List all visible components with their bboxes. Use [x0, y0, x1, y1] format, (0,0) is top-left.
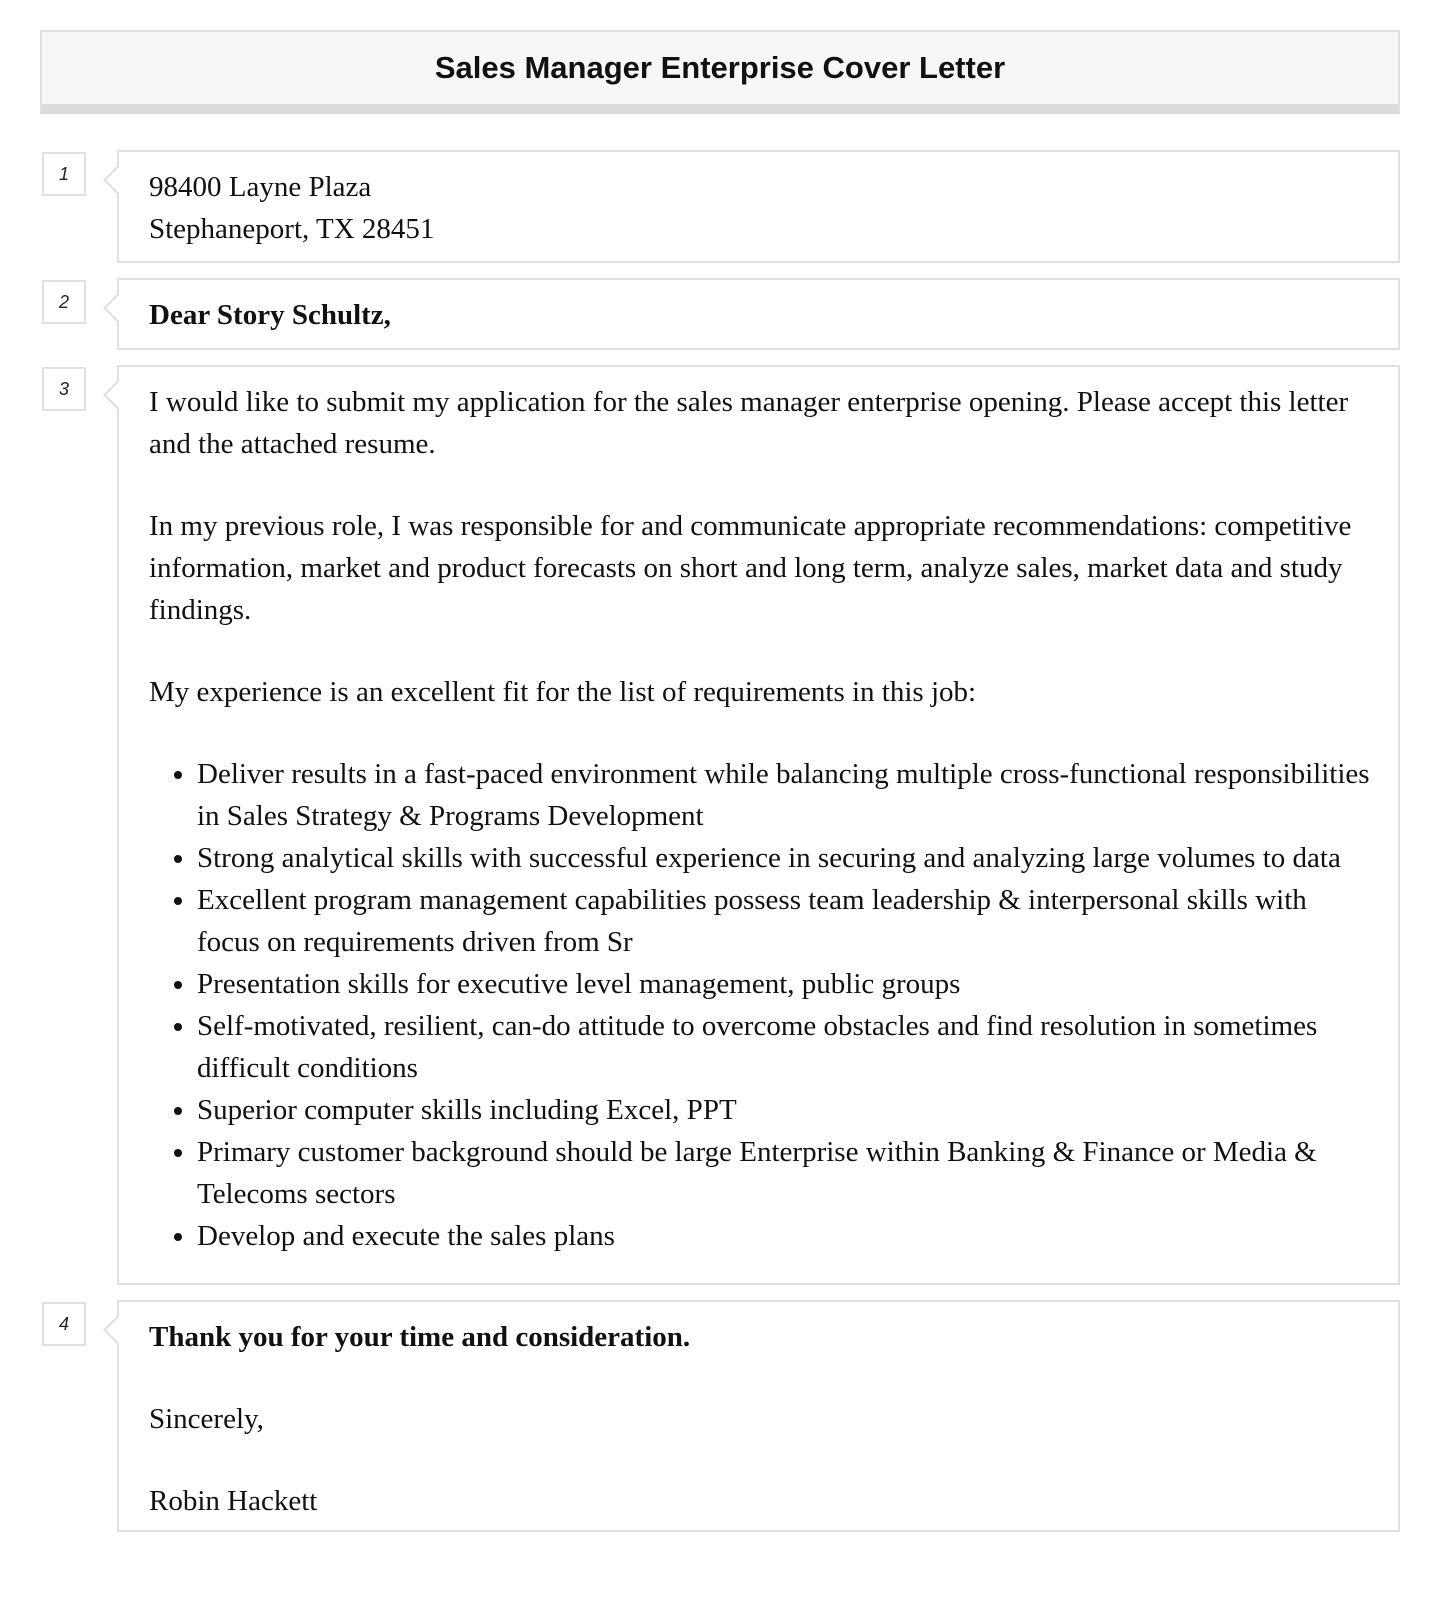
address-line-2: Stephaneport, TX 28451	[149, 213, 435, 245]
signature: Robin Hackett	[149, 1485, 318, 1517]
experience-paragraph: In my previous role, I was responsible for and communicate appropriate recommendations: competitive information, market and product forecasts on short and long term, analyze sales, market data and study findings.	[149, 510, 1352, 626]
section-closing	[40, 1300, 1400, 1532]
list-item: • Self-motivated, resilient, can-do attitude to overcome obstacles and find resolution in sometimes difficult conditions	[197, 1005, 1372, 1089]
document-title: Sales Manager Enterprise Cover Letter	[434, 50, 1006, 85]
document-header	[40, 30, 1400, 114]
requirements-intro: My experience is an excellent fit for the list of requirements in this job:	[149, 676, 977, 708]
section-number: 4	[42, 1302, 86, 1346]
list-item: • Deliver results in a fast-paced environment while balancing multiple cross-functional responsibilities in Sales Strategy & Programs Development	[197, 753, 1372, 837]
section-address	[40, 150, 1400, 263]
section-salutation	[40, 278, 1400, 350]
section-number: 1	[42, 152, 86, 196]
address-line-1: 98400 Layne Plaza	[149, 171, 372, 203]
list-item: • Develop and execute the sales plans	[197, 1215, 1372, 1257]
intro-paragraph: I would like to submit my application for the sales manager enterprise opening. Please accept this letter and the attached resume.	[149, 386, 1349, 460]
thanks-line: Thank you for your time and consideration.	[149, 1321, 691, 1353]
section-content	[149, 166, 1372, 250]
list-item: • Strong analytical skills with successful experience in securing and analyzing large volumes to data	[197, 837, 1372, 879]
section-content	[149, 294, 1372, 336]
section-box	[117, 150, 1400, 263]
list-item: • Superior computer skills including Excel, PPT	[197, 1089, 1372, 1131]
salutation: Dear Story Schultz,	[149, 299, 391, 331]
section-content	[149, 381, 1372, 1257]
section-body	[40, 365, 1400, 1285]
section-box	[117, 278, 1400, 350]
closing-line: Sincerely,	[149, 1403, 264, 1435]
section-box	[117, 1300, 1400, 1532]
list-item: • Excellent program management capabilities possess team leadership & interpersonal skills with focus on requirements driven from Sr	[197, 879, 1372, 963]
section-content	[149, 1316, 1372, 1522]
requirements-list	[149, 753, 1372, 1257]
section-number: 3	[42, 367, 86, 411]
section-number: 2	[42, 280, 86, 324]
list-item: • Primary customer background should be large Enterprise within Banking & Finance or Media & Telecoms sectors	[197, 1131, 1372, 1215]
section-box	[117, 365, 1400, 1285]
list-item: • Presentation skills for executive level management, public groups	[197, 963, 1372, 1005]
